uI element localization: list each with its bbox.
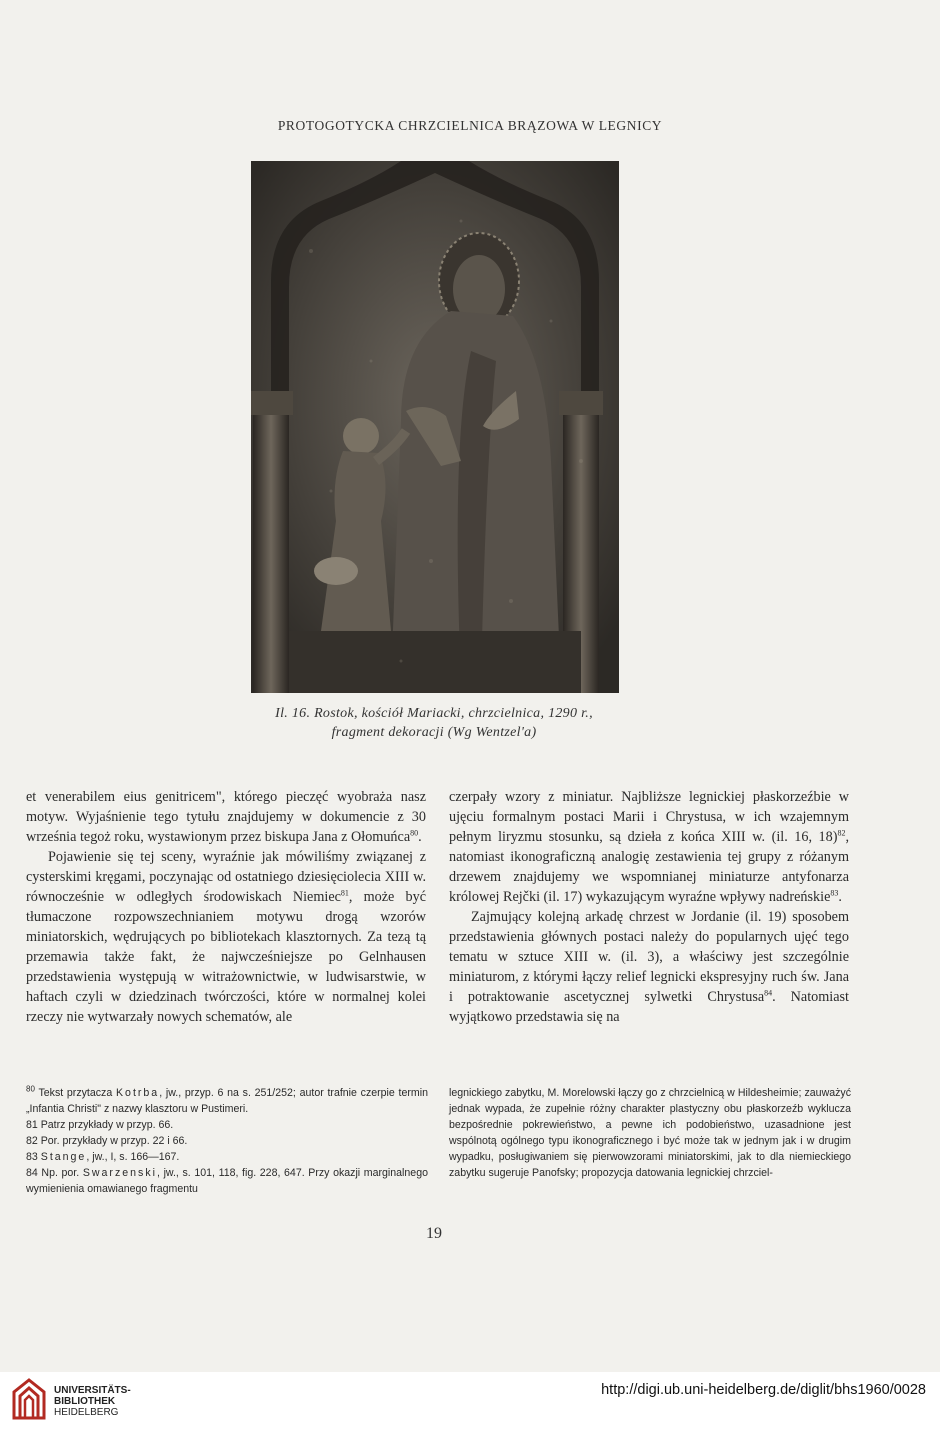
right-paragraph-1: czerpały wzory z miniatur. Najbliższe legnickiej płaskorzeźbie w ujęciu formalnym postaci Marii i Chrystusa, w ich wzajemnym pełnym liryzmu stosunku, są dzieła z końca XIII w. (il. 16, 18)$^{82}$, natomiast ikonograficzną analogię zestawienia tej grupy z różanym drzewem znajdujemy we wspomnianej miniaturze antyfonarza królowej Rejčki (il. 17) wykazującym wyraźne wpływy nadreńskie$^{83}$. — [449, 789, 849, 905]
footnote-81: 81 Patrz przykłady w przyp. 66. — [26, 1119, 174, 1131]
page-number: 19 — [426, 1225, 442, 1242]
baptismal-font-relief-image — [251, 161, 619, 693]
footnote-ref-81[interactable]: 81 — [340, 888, 349, 898]
footnote-ref-80[interactable]: 80 — [410, 828, 419, 838]
left-text-column — [26, 787, 426, 1027]
footnotes-left — [26, 1085, 428, 1197]
right-text-column — [449, 787, 849, 1027]
footnote-ref-83[interactable]: 83 — [830, 888, 839, 898]
running-header: PROTOGOTYCKA CHRZCIELNICA BRĄZOWA W LEGNICY — [277, 118, 663, 133]
university-library-logo-icon[interactable] — [10, 1378, 48, 1420]
left-paragraph-2: Pojawienie się tej sceny, wyraźnie jak mówiliśmy związanej z cysterskimi kręgami, poczynając od ostatniego dziesięciolecia XIII w. równocześnie w odległych środowiskach Niemiec$^{81}$, może być tłumaczone rozpowszechnianiem motywu drogą wzorów miniatorskich, wędrujących po bibliotekach klasztornych. Za tezą tą przemawia także fakt, że najwcześniejsze po Gelnhausen przedstawienia występują w witrażownictwie, w ludwisarstwie, w haftach czyli w dziedzinach twórczości, które w normalnej kolei rzeczy nie wytwarzały nowych schematów, ale — [26, 849, 426, 1025]
left-paragraph-1: et venerabilem eius genitricem", którego pieczęć wyobraża nasz motyw. Wyjaśnienie tego tytułu znajdujemy w dokumencie z 30 września tegoż roku, wystawionym przez biskupa Jana z Ołomuńca$^{80}$. — [26, 789, 426, 845]
footnotes-right — [449, 1085, 851, 1181]
footnote-84-continued: legnickiego zabytku, M. Morelowski łączy go z chrzcielnicą w Hildesheimie; zauważyć jednak wypada, że zupełnie różny charakter plastyczny obu płaskorzeźb wyklucza bezpośrednie pokrewieństwo, a pewne ich podobieństwo, uzasadnione jest wspólnotą ogólnego typu ikonograficznego i być może tak w jednym jak i w drugim wypadku, posługiwaniem się pierwowzorami miniatorskimi, jak to dla niemieckiego zabytku sugeruje Panofsky; propozycja datowania legnickiej chrzciel- — [449, 1087, 851, 1179]
footnote-ref-84[interactable]: 84 — [764, 988, 773, 998]
footnote-ref-82[interactable]: 82 — [837, 828, 846, 838]
library-name-line-2: BIBLIOTHEK — [54, 1396, 116, 1407]
caption-line-2: fragment dekoracji (Wg Wentzel'a) — [331, 725, 537, 740]
figure-photograph — [251, 161, 619, 693]
document-url-link[interactable]: http://digi.ub.uni-heidelberg.de/diglit/bhs1960/0028 — [601, 1382, 926, 1398]
footnote-82: 82 Por. przykłady w przyp. 22 i 66. — [26, 1135, 188, 1147]
library-name[interactable] — [54, 1385, 131, 1418]
library-name-line-3: HEIDELBERG — [54, 1407, 119, 1418]
footnote-84: 84 Np. por. Swarzenski, jw., s. 101, 118, fig. 228, 647. Przy okazji marginalnego wymienienia omawianego fragmentu — [26, 1167, 428, 1195]
library-name-line-1: UNIVERSITÄTS- — [54, 1385, 131, 1396]
footnote-80: $^{80}$ Tekst przytacza Kotrba, jw., przyp. 6 na s. 251/252; autor trafnie czerpie termin „Infantia Christi" z nazwy klasztoru w Pustimeri. — [26, 1084, 428, 1115]
right-paragraph-2: Zajmujący kolejną arkadę chrzest w Jordanie (il. 19) sposobem przedstawienia głównych postaci należy do popularnych ujęć tego tematu w sztuce XIII w. (il. 3), a właściwy jest szczególnie miniaturom, z którymi łączy relief legnicki ekspresyjny ruch św. Jana i potraktowanie ascetycznej sylwetki Chrystusa$^{84}$. Natomiast wyjątkowo przedstawia się na — [449, 909, 849, 1025]
figure-caption — [0, 704, 868, 742]
footnote-83: 83 Stange, jw., I, s. 166—167. — [26, 1151, 180, 1163]
caption-line-1: Il. 16. Rostok, kościół Mariacki, chrzcielnica, 1290 r., — [275, 706, 593, 721]
